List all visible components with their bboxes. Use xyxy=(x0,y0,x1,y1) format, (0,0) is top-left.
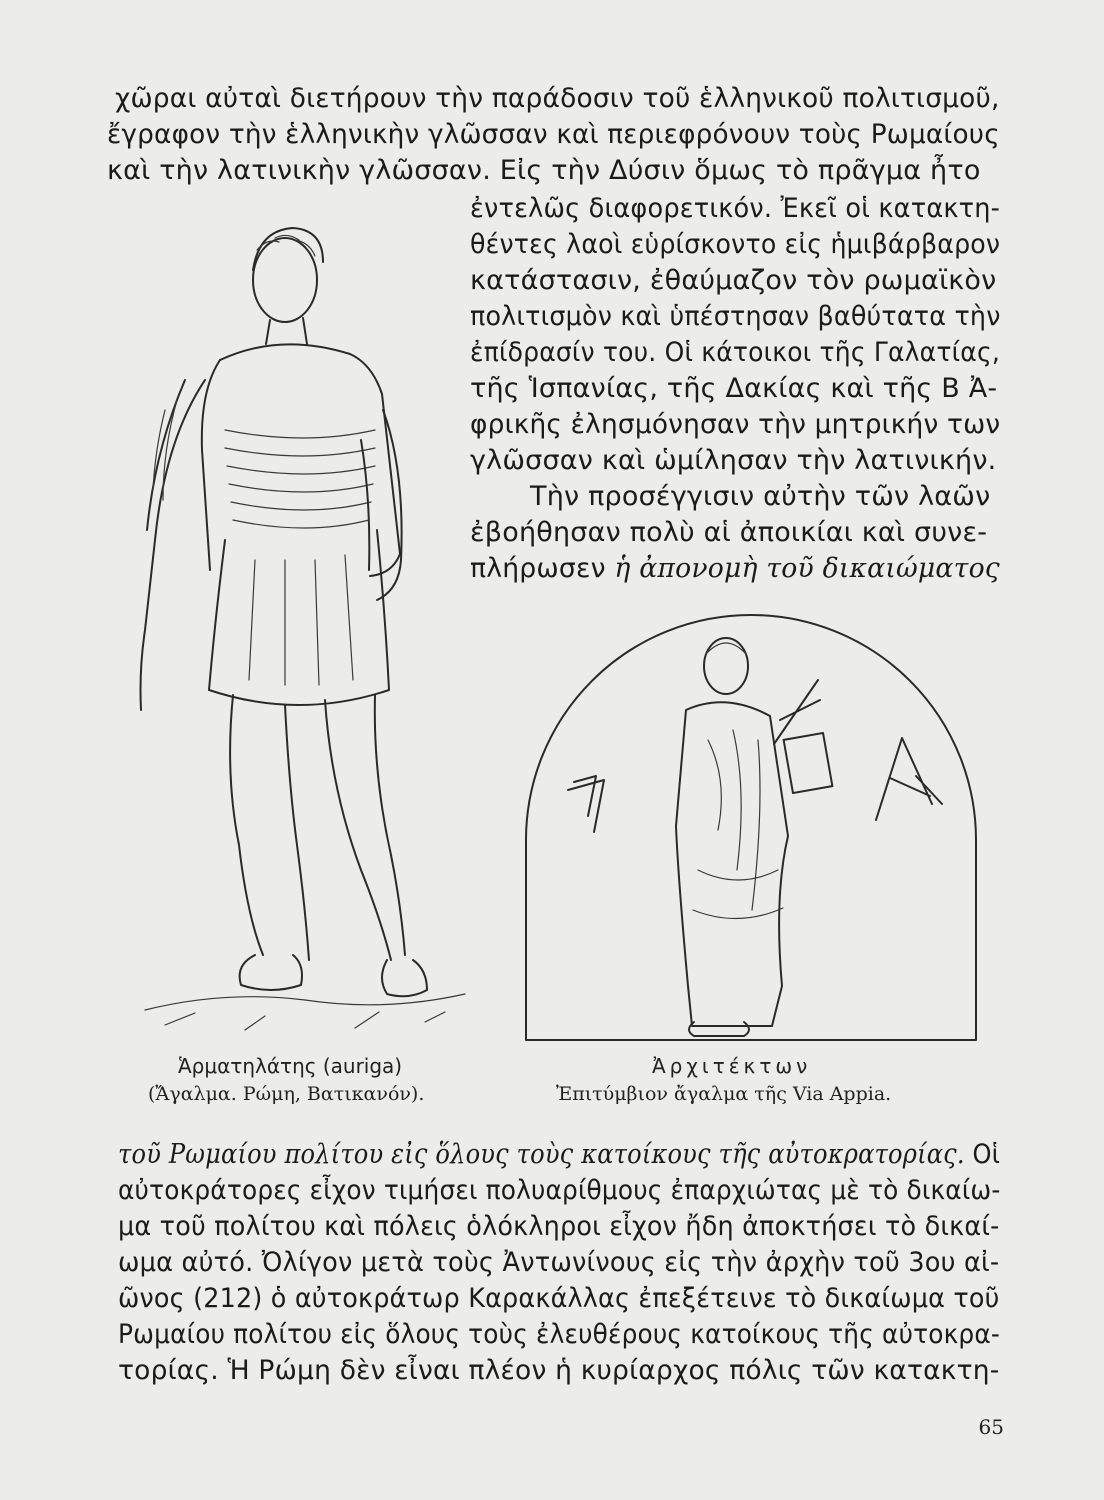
page-number: 65 xyxy=(978,1415,1004,1439)
text-italic-segment: τοῦ Ρωμαίου πολίτου εἰς ὅλους τοὺς κατοίκους τῆς αὐτοκρατορίας. xyxy=(118,1139,965,1170)
text-line-right-5: ἐπίδρασίν του. Οἱ κάτοικοι τῆς Γαλατίας, xyxy=(470,337,1000,368)
text-line-bottom-7: τορίας. Ἡ Ρώμη δὲν εἶναι πλέον ἡ κυρίαρχος πόλις τῶν κατακτη- xyxy=(118,1355,1000,1386)
text-plain-segment: πλήρωσεν xyxy=(470,553,615,584)
text-plain-segment: Οἱ xyxy=(964,1139,1001,1170)
text-italic-segment: ἡ ἀπονομὴ τοῦ δικαιώματος xyxy=(614,553,1000,584)
text-line-right-7: φρικῆς ἐλησμόνησαν τὴν μητρικήν των xyxy=(470,409,1001,440)
charioteer-statue-illustration xyxy=(125,210,470,1040)
text-line-right-9: Τὴν προσέγγισιν αὐτὴν τῶν λαῶν xyxy=(530,481,991,512)
text-line-bottom-6: Ρωμαίου πολίτου εἰς ὅλους τοὺς ἐλευθέρους κατοίκους τῆς αὐτοκρα- xyxy=(118,1319,1001,1350)
text-line-right-6: τῆς Ἱσπανίας, τῆς Δακίας καὶ τῆς Β Ἀ- xyxy=(470,373,998,404)
text-line-bottom-3: μα τοῦ πολίτου καὶ πόλεις ὁλόκληροι εἶχον ἤδη ἀποκτήσει τὸ δικαί- xyxy=(118,1211,1000,1242)
text-line-bottom-5: ῶνος (212) ὁ αὐτοκράτωρ Καρακάλλας ἐπεξέτεινε τὸ δικαίωμα τοῦ xyxy=(118,1283,1000,1314)
caption-left-line2: (Ἄγαλμα. Ρώμη, Βατικανόν). xyxy=(148,1083,425,1105)
text-line-right-2: θέντες λαοὶ εὑρίσκοντο εἰς ἡμιβάρβαρον xyxy=(470,229,1001,260)
caption-left-line1: Ἁρματηλάτης (auriga) xyxy=(178,1054,403,1078)
caption-right-line1: Ἀρχιτέκτων xyxy=(652,1054,812,1078)
caption-right-line2: Ἐπιτύμβιον ἄγαλμα τῆς Via Appia. xyxy=(556,1083,892,1105)
text-line-bottom-1 xyxy=(118,1138,1000,1172)
text-line-right-1: ἐντελῶς διαφορετικόν. Ἐκεῖ οἱ κατακτη- xyxy=(470,193,1001,224)
text-line-bottom-4: ωμα αὐτό. Ὀλίγον μετὰ τοὺς Ἀντωνίνους εἰς τὴν ἀρχὴν τοῦ 3ου αἰ- xyxy=(118,1247,1000,1278)
text-line-bottom-2: αὐτοκράτορες εἶχον τιμήσει πολυαρίθμους ἐπαρχιώτας μὲ τὸ δικαίω- xyxy=(118,1175,1001,1206)
text-line-right-10: ἐβοήθησαν πολὺ αἱ ἀποικίαι καὶ συνε- xyxy=(470,517,988,548)
text-line-right-11 xyxy=(470,552,1000,586)
text-line-top-2: ἔγραφον τὴν ἑλληνικὴν γλῶσσαν καὶ περιεφρόνουν τοὺς Ρωμαίους xyxy=(107,119,1000,150)
text-line-right-3: κατάστασιν, ἐθαύμαζον τὸν ρωμαϊκὸν xyxy=(470,265,997,296)
text-line-top-1: χῶραι αὐταὶ διετήρουν τὴν παράδοσιν τοῦ ἑλληνικοῦ πολιτισμοῦ, xyxy=(115,83,1000,114)
text-line-top-3: καὶ τὴν λατινικὴν γλῶσσαν. Εἰς τὴν Δύσιν ὅμως τὸ πρᾶγμα ἦτο xyxy=(107,155,981,186)
architect-relief-illustration xyxy=(518,610,988,1042)
text-line-right-4: πολιτισμὸν καὶ ὑπέστησαν βαθύτατα τὴν xyxy=(470,301,1001,332)
text-line-right-8: γλῶσσαν καὶ ὡμίλησαν τὴν λατινικήν. xyxy=(470,445,997,476)
